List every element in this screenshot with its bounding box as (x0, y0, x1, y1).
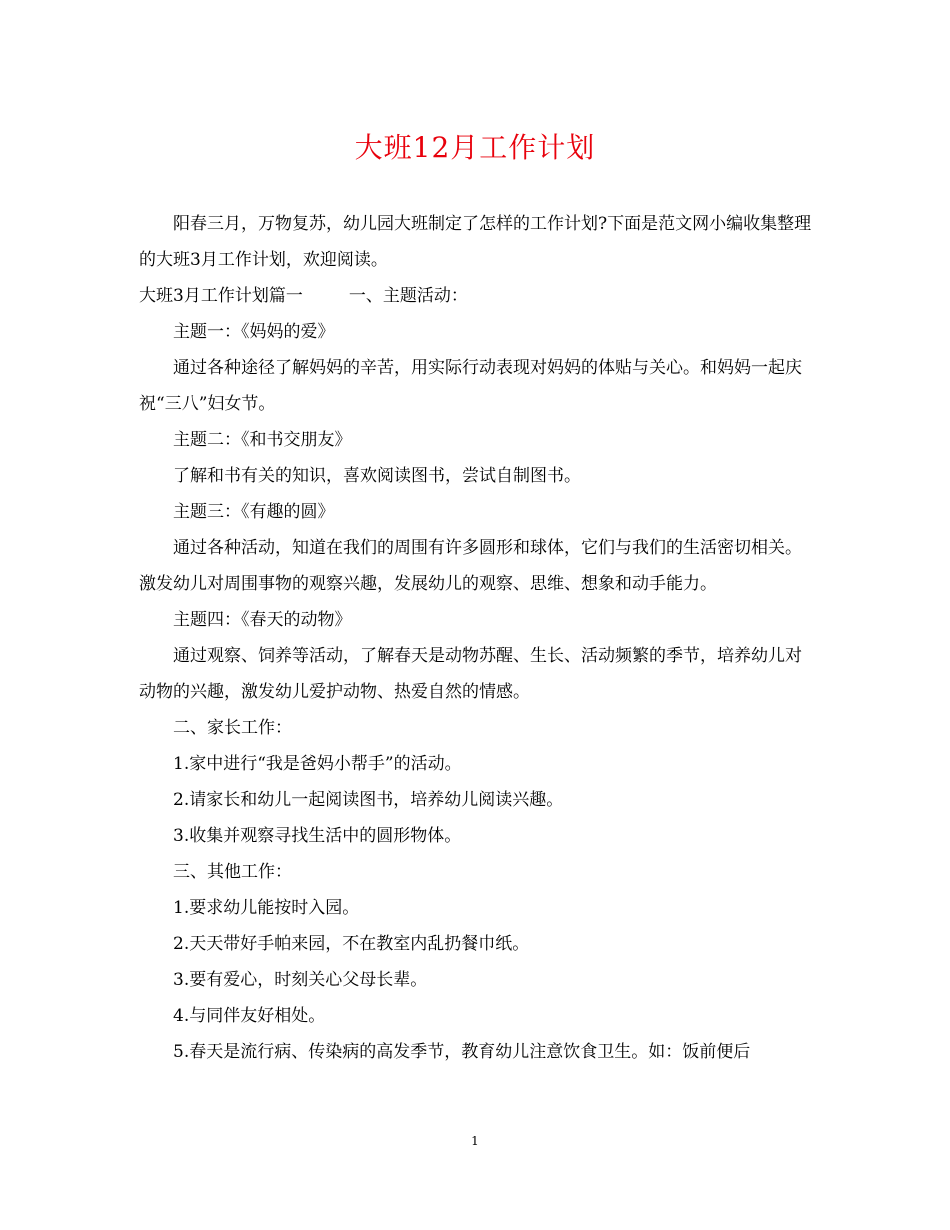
paragraph-theme-1: 主题一：《妈妈的爱》 (173, 322, 335, 342)
paragraph-parent-work-3: 3.收集并观察寻找生活中的圆形物体。 (173, 826, 462, 846)
paragraph-theme-3-body: 通过各种活动，知道在我们的周围有许多圆形和球体，它们与我们的生活密切相关。激发幼儿对周围事物的观察兴趣，发展幼儿的观察、思维、想象和动手能力。 (139, 538, 802, 594)
paragraph-theme-2: 主题二：《和书交朋友》 (173, 430, 352, 450)
paragraph-other-work-4: 4.与同伴友好相处。 (173, 1006, 326, 1026)
paragraph-theme-1-body: 通过各种途径了解妈妈的辛苦，用实际行动表现对妈妈的体贴与关心。和妈妈一起庆祝“三八”妇女节。 (139, 358, 802, 414)
paragraph-other-work-2: 2.天天带好手帕来园，不在教室内乱扔餐巾纸。 (173, 934, 530, 954)
page-number: 1 (471, 1134, 479, 1148)
paragraph-intro: 阳春三月，万物复苏，幼儿园大班制定了怎样的工作计划?下面是范文网小编收集整理的大班3月工作计划，欢迎阅读。 (139, 214, 812, 270)
paragraph-theme-4: 主题四：《春天的动物》 (173, 610, 352, 630)
paragraph-parent-work-1: 1.家中进行“我是爸妈小帮手”的活动。 (173, 754, 462, 774)
paragraph-theme-4-body: 通过观察、饲养等活动，了解春天是动物苏醒、生长、活动频繁的季节，培养幼儿对动物的兴趣，激发幼儿爱护动物、热爱自然的情感。 (139, 646, 802, 702)
paragraph-other-work-3: 3.要有爱心，时刻关心父母长辈。 (173, 970, 428, 990)
paragraph-other-work-1: 1.要求幼儿能按时入园。 (173, 898, 360, 918)
document-body (139, 206, 813, 1070)
paragraph-other-work-heading: 三、其他工作： (173, 862, 292, 882)
paragraph-theme-2-body: 了解和书有关的知识，喜欢阅读图书，尝试自制图书。 (173, 466, 581, 486)
section-title: 大班3月工作计划篇一 (139, 286, 303, 306)
paragraph-parent-work-heading: 二、家长工作： (173, 718, 292, 738)
paragraph-theme-3: 主题三：《有趣的圆》 (173, 502, 335, 522)
section-subtitle: 一、主题活动： (348, 286, 468, 306)
document-title: 大班12月工作计划 (354, 131, 596, 164)
paragraph-section-heading (139, 278, 813, 314)
paragraph-other-work-5: 5.春天是流行病、传染病的高发季节，教育幼儿注意饮食卫生。如：饭前便后 (173, 1042, 751, 1062)
paragraph-parent-work-2: 2.请家长和幼儿一起阅读图书，培养幼儿阅读兴趣。 (173, 790, 564, 810)
